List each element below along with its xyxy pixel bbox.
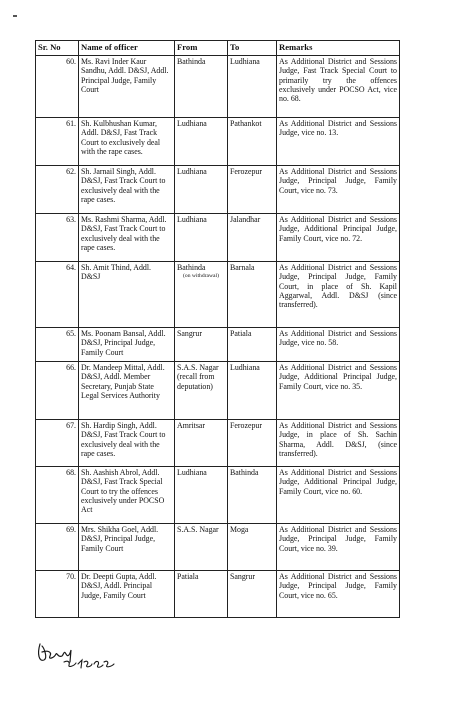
cell-from: S.A.S. Nagar (recall from deputation) bbox=[175, 362, 228, 420]
handwritten-signature bbox=[34, 632, 124, 672]
cell-to: Bathinda bbox=[228, 467, 277, 524]
header-name-of-officer: Name of officer bbox=[79, 41, 175, 56]
cell-remarks: As Additional District and Sessions Judge, Principal Judge, Family Court, vice no. 65. bbox=[277, 571, 400, 618]
header-from: From bbox=[175, 41, 228, 56]
header-to: To bbox=[228, 41, 277, 56]
cell-from: Sangrur bbox=[175, 328, 228, 362]
cell-from: Patiala bbox=[175, 571, 228, 618]
table-row bbox=[36, 420, 400, 467]
cell-officer-name: Mrs. Shikha Goel, Addl. D&SJ, Principal Judge, Family Court bbox=[79, 524, 175, 571]
cell-sr-no: 65. bbox=[36, 328, 79, 362]
table-row bbox=[36, 262, 400, 328]
cell-sr-no: 64. bbox=[36, 262, 79, 328]
cell-to: Ludhiana bbox=[228, 56, 277, 118]
cell-from: S.A.S. Nagar bbox=[175, 524, 228, 571]
cell-to: Ludhiana bbox=[228, 362, 277, 420]
table-row bbox=[36, 166, 400, 214]
cell-from: Ludhiana bbox=[175, 467, 228, 524]
cell-officer-name: Sh. Hardip Singh, Addl. D&SJ, Fast Track Court to exclusively deal with the rape cases. bbox=[79, 420, 175, 467]
cell-remarks: As Additional District and Sessions Judge, vice no. 58. bbox=[277, 328, 400, 362]
cell-officer-name: Ms. Ravi Inder Kaur Sandhu, Addl. D&SJ, Addl. Principal Judge, Family Court bbox=[79, 56, 175, 118]
cell-remarks: As Additional District and Sessions Judge, Additional Principal Judge, Family Court, vice no. 60. bbox=[277, 467, 400, 524]
cell-officer-name: Ms. Poonam Bansal, Addl. D&SJ, Principal Judge, Family Court bbox=[79, 328, 175, 362]
cell-remarks: As Additional District and Sessions Judge, Fast Track Special Court to primarily try the offences exclusively under POCSO Act, vice no. 68. bbox=[277, 56, 400, 118]
cell-to: Jalandhar bbox=[228, 214, 277, 262]
from-place: Bathinda bbox=[177, 263, 206, 272]
cell-from: Ludhiana bbox=[175, 214, 228, 262]
cell-remarks: As Additional District and Sessions Judge, Additional Principal Judge, Family Court, vice no. 72. bbox=[277, 214, 400, 262]
cell-sr-no: 60. bbox=[36, 56, 79, 118]
cell-sr-no: 62. bbox=[36, 166, 79, 214]
cell-sr-no: 67. bbox=[36, 420, 79, 467]
table-row bbox=[36, 524, 400, 571]
cell-remarks: As Additional District and Sessions Judge, Additional Principal Judge, Family Court, vice no. 35. bbox=[277, 362, 400, 420]
cell-from: Amritsar bbox=[175, 420, 228, 467]
cell-to: Sangrur bbox=[228, 571, 277, 618]
cell-from: Ludhiana bbox=[175, 118, 228, 166]
cell-to: Moga bbox=[228, 524, 277, 571]
cell-officer-name: Sh. Kulbhushan Kumar, Addl. D&SJ, Fast Track Court to exclusively deal with the rape cases. bbox=[79, 118, 175, 166]
cell-officer-name: Ms. Rashmi Sharma, Addl. D&SJ, Fast Track Court to exclusively deal with the rape cases. bbox=[79, 214, 175, 262]
cell-remarks: As Additional District and Sessions Judge, Principal Judge, Family Court, vice no. 39. bbox=[277, 524, 400, 571]
cell-officer-name: Sh. Jarnail Singh, Addl. D&SJ, Fast Track Court to exclusively deal with the rape cases. bbox=[79, 166, 175, 214]
cell-to: Patiala bbox=[228, 328, 277, 362]
cell-to: Ferozepur bbox=[228, 166, 277, 214]
cell-to: Pathankot bbox=[228, 118, 277, 166]
cell-officer-name: Sh. Amit Thind, Addl. D&SJ bbox=[79, 262, 175, 328]
table-row bbox=[36, 118, 400, 166]
cell-remarks: As Additional District and Sessions Judge, Principal Judge, Family Court, vice no. 73. bbox=[277, 166, 400, 214]
cell-remarks: As Additional District and Sessions Judge, Principal Judge, Family Court, in place of Sh. Kapil Aggarwal, Addl. D&SJ (since transferred). bbox=[277, 262, 400, 328]
table-header-row bbox=[36, 41, 400, 56]
cell-sr-no: 69. bbox=[36, 524, 79, 571]
cell-sr-no: 61. bbox=[36, 118, 79, 166]
cell-sr-no: 70. bbox=[36, 571, 79, 618]
cell-sr-no: 63. bbox=[36, 214, 79, 262]
table-row bbox=[36, 467, 400, 524]
header-remarks: Remarks bbox=[277, 41, 400, 56]
cell-from: Ludhiana bbox=[175, 166, 228, 214]
cell-to: Ferozepur bbox=[228, 420, 277, 467]
cell-officer-name: Dr. Deepti Gupta, Addl. D&SJ, Addl. Principal Judge, Family Court bbox=[79, 571, 175, 618]
table-row bbox=[36, 328, 400, 362]
cell-officer-name: Sh. Aashish Abrol, Addl. D&SJ, Fast Track Special Court to try the offences exclusively under POCSO Act bbox=[79, 467, 175, 524]
table-row bbox=[36, 214, 400, 262]
cell-sr-no: 68. bbox=[36, 467, 79, 524]
cell-officer-name: Dr. Mandeep Mittal, Addl. D&SJ, Addl. Member Secretary, Punjab State Legal Services Authority bbox=[79, 362, 175, 420]
table-row bbox=[36, 362, 400, 420]
cell-from bbox=[175, 262, 228, 328]
margin-mark bbox=[13, 15, 17, 17]
cell-remarks: As Additional District and Sessions Judge, in place of Sh. Sachin Sharma, Addl. D&SJ, (since transferred). bbox=[277, 420, 400, 467]
cell-sr-no: 66. bbox=[36, 362, 79, 420]
table-row bbox=[36, 56, 400, 118]
from-note: (on withdrawal) bbox=[183, 273, 219, 280]
table-row bbox=[36, 571, 400, 618]
cell-remarks: As Additional District and Sessions Judge, vice no. 13. bbox=[277, 118, 400, 166]
cell-from: Bathinda bbox=[175, 56, 228, 118]
transfer-table bbox=[35, 40, 400, 618]
cell-to: Barnala bbox=[228, 262, 277, 328]
header-sr-no: Sr. No bbox=[36, 41, 79, 56]
